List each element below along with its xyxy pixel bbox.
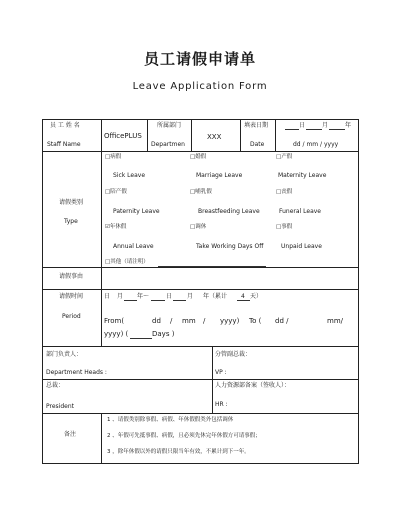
- form-title-en: Leave Application Form: [132, 81, 268, 92]
- row-divider: [42, 267, 359, 268]
- days-off-label: Take Working Days Off: [196, 243, 264, 250]
- form-title-cn: 员工请假申请单: [143, 50, 256, 68]
- department-label-cn: 所属部门: [157, 122, 182, 129]
- leave-type-label-cn: 请假类别: [59, 199, 84, 206]
- staff-name-label-cn: 员 工 姓 名: [50, 122, 80, 129]
- paternity-leave-label: Paternity Leave: [113, 208, 160, 215]
- table-border-left: [42, 119, 43, 463]
- days-off-checkbox[interactable]: □调休: [190, 224, 207, 230]
- marriage-leave-label: Marriage Leave: [196, 172, 243, 179]
- vp-label-en: VP :: [215, 369, 227, 376]
- annual-leave-label: Annual Leave: [113, 243, 154, 250]
- president-label-en: President: [46, 403, 74, 410]
- maternity-leave-checkbox[interactable]: □产假: [276, 154, 293, 160]
- period-underline: [237, 300, 250, 301]
- funeral-leave-checkbox[interactable]: □丧假: [276, 189, 293, 195]
- period-en-slash: /: [170, 317, 173, 325]
- period-underline: [173, 300, 186, 301]
- other-leave-checkbox[interactable]: □其他（请注明）: [105, 259, 149, 265]
- unpaid-leave-label: Unpaid Leave: [281, 243, 322, 250]
- row-divider: [42, 289, 359, 290]
- paternity-leave-checkbox[interactable]: □陪产假: [105, 189, 127, 195]
- col-divider: [101, 119, 102, 347]
- unpaid-leave-checkbox[interactable]: □事假: [276, 224, 293, 230]
- period-cn-days-unit: 天）: [250, 293, 263, 300]
- notes-label: 备注: [64, 431, 77, 438]
- period-cn-month: 月: [117, 293, 124, 300]
- sick-leave-checkbox[interactable]: □病假: [105, 154, 122, 160]
- other-leave-underline[interactable]: [158, 266, 266, 267]
- date-label-cn: 填表日期: [244, 122, 269, 129]
- staff-name-label-en: Staff Name: [47, 141, 81, 148]
- funeral-leave-label: Funeral Leave: [279, 208, 321, 215]
- breastfeeding-leave-label: Breastfeeding Leave: [198, 208, 260, 215]
- period-cn-day2: 日: [166, 293, 173, 300]
- period-label-en: Period: [62, 313, 81, 320]
- date-day-unit: 日: [299, 122, 306, 129]
- period-en-yyyy: yyyy): [220, 317, 240, 325]
- table-border-right: [358, 119, 359, 463]
- row-divider: [42, 151, 359, 152]
- vp-label-cn: 分管副总裁：: [215, 351, 252, 358]
- maternity-leave-label: Maternity Leave: [278, 172, 327, 179]
- period-en-dd2: dd /: [275, 317, 289, 325]
- period-cn-month2: 月: [187, 293, 194, 300]
- note-item-1: 1 、请假类别除事假、病假、年休假假类外包括调休: [107, 417, 234, 423]
- hr-label-en: HR :: [215, 401, 228, 408]
- col-divider: [240, 119, 241, 151]
- col-divider: [101, 413, 102, 463]
- period-label-cn: 请假时间: [59, 293, 84, 300]
- leave-type-label-en: Type: [64, 218, 78, 225]
- date-label-en: Date: [250, 141, 265, 148]
- row-divider: [42, 346, 359, 347]
- president-label-cn: 总裁：: [46, 382, 65, 389]
- period-en-dd: dd: [152, 317, 161, 325]
- breastfeeding-leave-checkbox[interactable]: □哺乳假: [190, 189, 212, 195]
- department-value: XXX: [207, 133, 222, 141]
- period-en-to: To (: [249, 317, 262, 325]
- period-cn-year2: 年（累计: [203, 293, 228, 300]
- date-month-unit: 月: [322, 122, 329, 129]
- reason-input[interactable]: [103, 269, 356, 288]
- row-divider: [42, 379, 359, 380]
- period-cn-day: 日: [104, 293, 111, 300]
- marriage-leave-checkbox[interactable]: □婚假: [190, 154, 207, 160]
- dept-head-label-en: Department Heads :: [46, 369, 107, 376]
- period-cn-total-days: 4: [241, 293, 245, 300]
- date-underline: [329, 129, 345, 130]
- note-item-2: 2 、年假可先抵事假、病假，且必须先休完年休假方可请事假；: [107, 433, 261, 439]
- date-format: dd / mm / yyyy: [293, 141, 339, 148]
- department-label-en: Departmen: [151, 141, 185, 148]
- period-days-underline: [130, 338, 152, 339]
- period-en-slash: /: [203, 317, 206, 325]
- staff-name-value: OfficePLUS: [104, 132, 142, 140]
- period-en-mm2: mm/: [327, 317, 343, 325]
- date-year-unit: 年: [345, 122, 352, 129]
- period-en-mm: mm: [182, 317, 196, 325]
- sick-leave-label: Sick Leave: [113, 172, 146, 179]
- period-en-days: Days ): [152, 330, 175, 338]
- period-underline: [124, 300, 137, 301]
- col-divider: [212, 346, 213, 413]
- row-divider: [42, 413, 359, 414]
- hr-label-cn: 人力资源部备案（签收人）：: [215, 382, 291, 389]
- reason-label-cn: 请假事由: [59, 273, 84, 280]
- period-en-yyyy2: yyyy) (: [104, 330, 129, 338]
- col-divider: [147, 119, 148, 151]
- table-border-bottom: [42, 463, 359, 464]
- period-cn-year: 年～: [137, 293, 150, 300]
- dept-head-label-cn: 部门负责人：: [46, 351, 83, 358]
- date-underline: [285, 129, 299, 130]
- annual-leave-checkbox[interactable]: ☑年休假: [105, 224, 127, 230]
- period-en-from: From(: [104, 317, 125, 325]
- col-divider: [191, 119, 192, 151]
- note-item-3: 3 ，除年休假以外的请假只限当年有效，不累计到下一年。: [107, 449, 250, 455]
- period-underline: [151, 300, 165, 301]
- table-border-top: [42, 119, 359, 120]
- date-underline: [306, 129, 322, 130]
- col-divider: [275, 119, 276, 151]
